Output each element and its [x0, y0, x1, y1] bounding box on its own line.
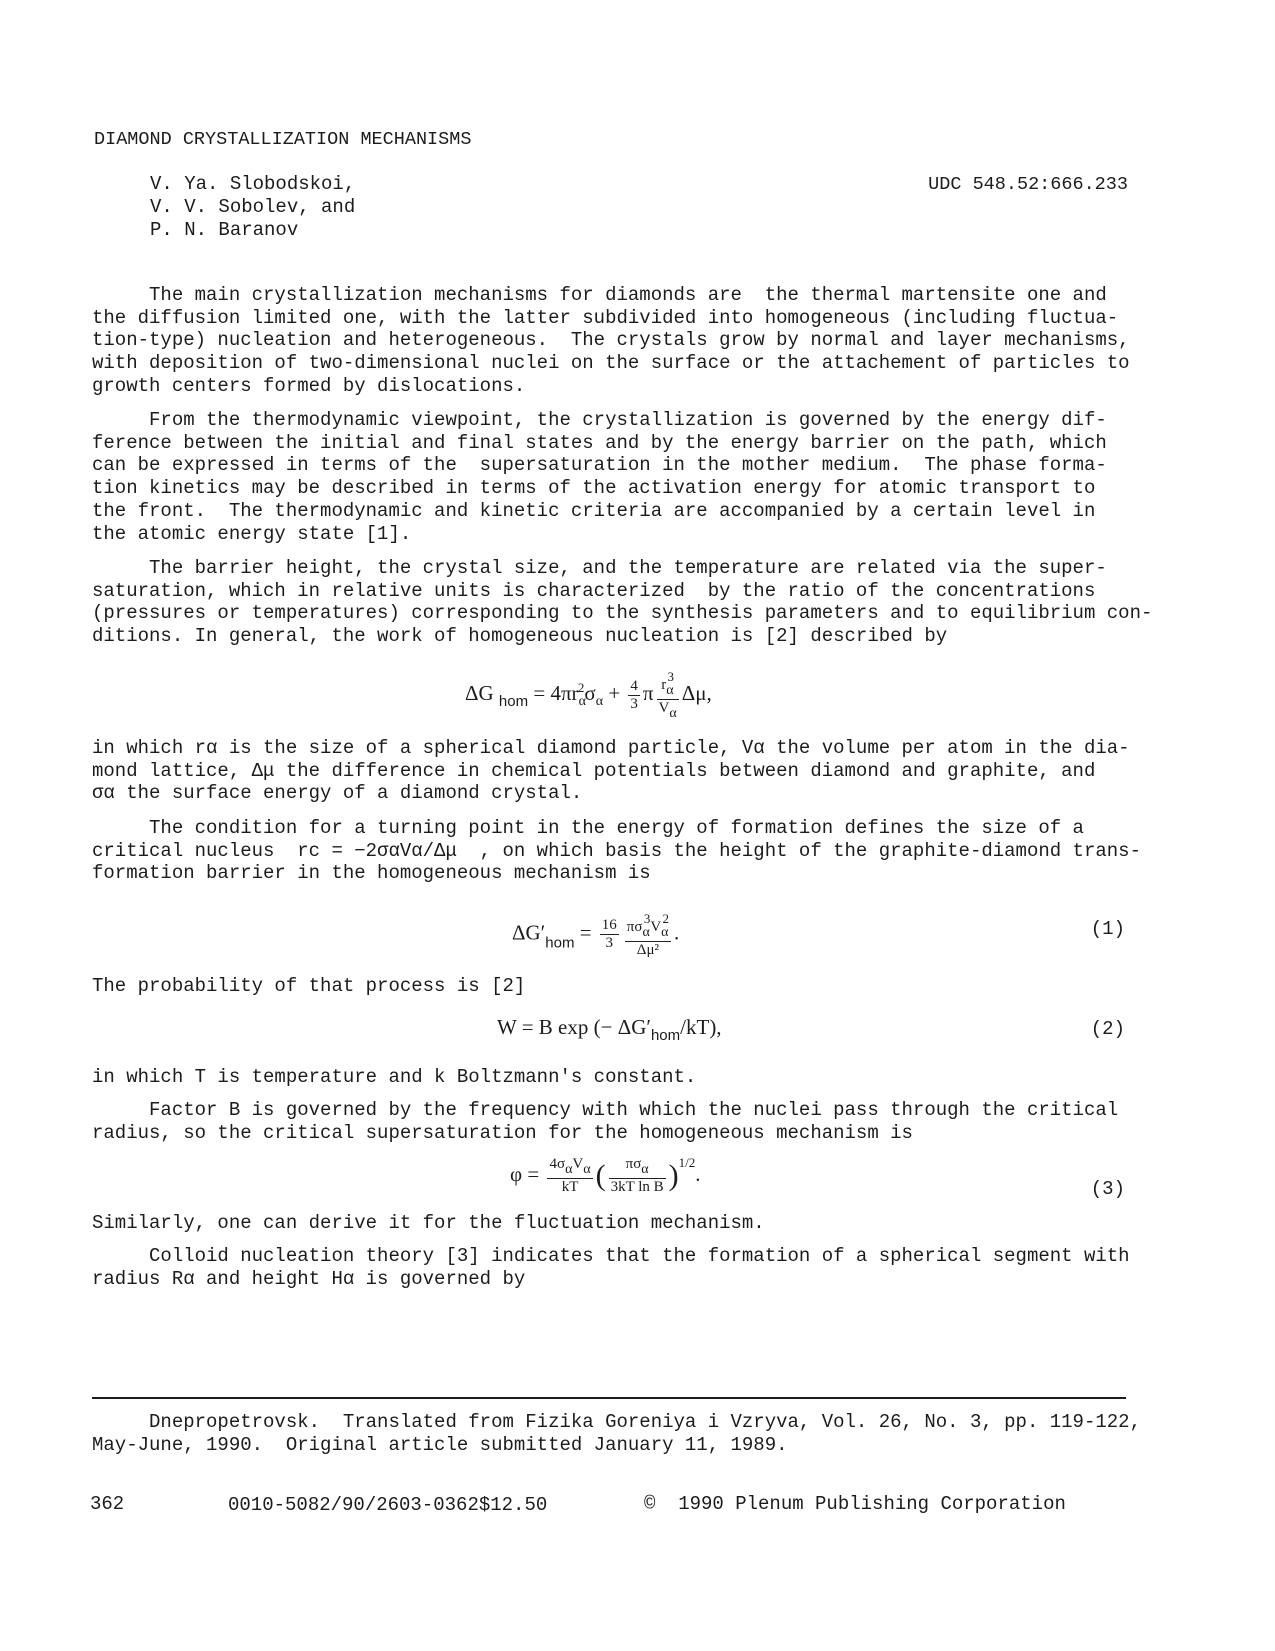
paragraph-4: [92, 737, 1132, 805]
text-line: The barrier height, the crystal size, and the temperature are related via the super-: [92, 557, 1107, 579]
text-line: ditions. In general, the work of homogeneous nucleation is [2] described by: [92, 625, 948, 648]
paper-title: DIAMOND CRYSTALLIZATION MECHANISMS: [94, 129, 472, 150]
text-line: Factor B is governed by the frequency with which the nuclei pass through the critical: [92, 1099, 1119, 1121]
text-line: in which T is temperature and k Boltzmann's constant.: [92, 1066, 697, 1088]
text-line: mond lattice, Δμ the difference in chemical potentials between diamond and graphite, and: [92, 759, 1096, 782]
text-line: tion kinetics may be described in terms of the activation energy for atomic transport to: [92, 477, 1096, 500]
footnote-divider: [92, 1397, 1126, 1399]
text-line: critical nucleus rc = −2σαVα/Δμ , on which basis the height of the graphite-diamond trans-: [92, 839, 1141, 862]
article-code: 0010-5082/90/2603-0362$12.50: [228, 1494, 548, 1516]
paragraph-1: [92, 284, 1132, 398]
text-line: May-June, 1990. Original article submitted January 11, 1989.: [92, 1433, 788, 1456]
text-line: growth centers formed by dislocations.: [92, 374, 526, 397]
text-line: formation barrier in the homogeneous mechanism is: [92, 862, 651, 885]
equation-2-number: (2): [1090, 1018, 1125, 1040]
paragraph-2: [92, 409, 1132, 545]
author-2: V. V. Sobolev, and: [150, 196, 356, 218]
text-line: Similarly, one can derive it for the fluctuation mechanism.: [92, 1212, 765, 1234]
text-line: tion-type) nucleation and heterogeneous. The crystals grow by normal and layer mechanisms,: [92, 329, 1130, 352]
text-line: The condition for a turning point in the energy of formation defines the size of a: [92, 817, 1084, 839]
copyright: © 1990 Plenum Publishing Corporation: [644, 1493, 1066, 1515]
text-line: the diffusion limited one, with the latter subdivided into homogeneous (including fluctua-: [92, 306, 1119, 329]
text-line: saturation, which in relative units is characterized by the ratio of the concentrations: [92, 579, 1096, 602]
text-line: in which rα is the size of a spherical diamond particle, Vα the volume per atom in the dia-: [92, 737, 1130, 759]
paragraph-5: [92, 817, 1141, 885]
udc-code: UDC 548.52:666.233: [928, 174, 1128, 195]
equation-1-number: (1): [1090, 918, 1125, 940]
text-line: the front. The thermodynamic and kinetic criteria are accompanied by a certain level in: [92, 499, 1096, 522]
text-line: σα the surface energy of a diamond crystal.: [92, 782, 583, 805]
text-line: Colloid nucleation theory [3] indicates that the formation of a spherical segment with: [92, 1245, 1130, 1267]
text-line: radius, so the critical supersaturation for the homogeneous mechanism is: [92, 1121, 913, 1144]
paragraph-9: [92, 1212, 1132, 1235]
paragraph-10: [92, 1245, 1132, 1290]
equation-1: $\Delta G'_{hom}$ = $\frac{16}{3}$ $\frac{\text{πσα3Vα2}}{\text{Δμ²}}$ .: [512, 911, 680, 958]
text-line: the atomic energy state [1].: [92, 522, 412, 545]
text-line: can be expressed in terms of the supersaturation in the mother medium. The phase forma-: [92, 454, 1107, 477]
text-line: The probability of that process is [2]: [92, 975, 526, 997]
text-line: The main crystallization mechanisms for diamonds are the thermal martensite one and: [92, 284, 1107, 306]
equation-2: W = B exp (− $\Delta G'_{hom}/kT$),: [497, 1015, 722, 1044]
equation-work-homogeneous: ΔG $_{hom} = 4\pi r_\alpha^2\sigma_\alpha$ + $\frac{4}{3}$ π $\frac{r\alpha 3}{V\alpha}$ Δμ,: [465, 669, 712, 721]
text-line: radius Rα and height Hα is governed by: [92, 1267, 526, 1290]
text-line: Dnepropetrovsk. Translated from Fizika Goreniya i Vzryva, Vol. 26, No. 3, pp. 119-122,: [92, 1411, 1141, 1433]
author-1: V. Ya. Slobodskoi,: [150, 173, 356, 195]
paragraph-7: [92, 1066, 1132, 1089]
paragraph-6: [92, 975, 1132, 998]
text-line: ference between the initial and final states and by the energy barrier on the path, which: [92, 431, 1107, 454]
equation-3-number: (3): [1090, 1178, 1125, 1200]
paragraph-8: [92, 1099, 1132, 1144]
author-3: P. N. Baranov: [150, 219, 299, 241]
equation-3: φ = $\frac{\text{4σαVα}}{kT}$ ( $\frac{\text{πσα}}{\text{3kT ln B}}$ )$^{1/2}$.: [510, 1155, 701, 1196]
page-number: 362: [90, 1493, 125, 1515]
text-line: (pressures or temperatures) corresponding to the synthesis parameters and to equilibrium con-: [92, 602, 1153, 625]
text-line: From the thermodynamic viewpoint, the crystallization is governed by the energy dif-: [92, 409, 1107, 431]
text-line: with deposition of two-dimensional nuclei on the surface or the attachement of particles to: [92, 352, 1130, 375]
footnote: [92, 1411, 1141, 1456]
paragraph-3: [92, 557, 1153, 648]
